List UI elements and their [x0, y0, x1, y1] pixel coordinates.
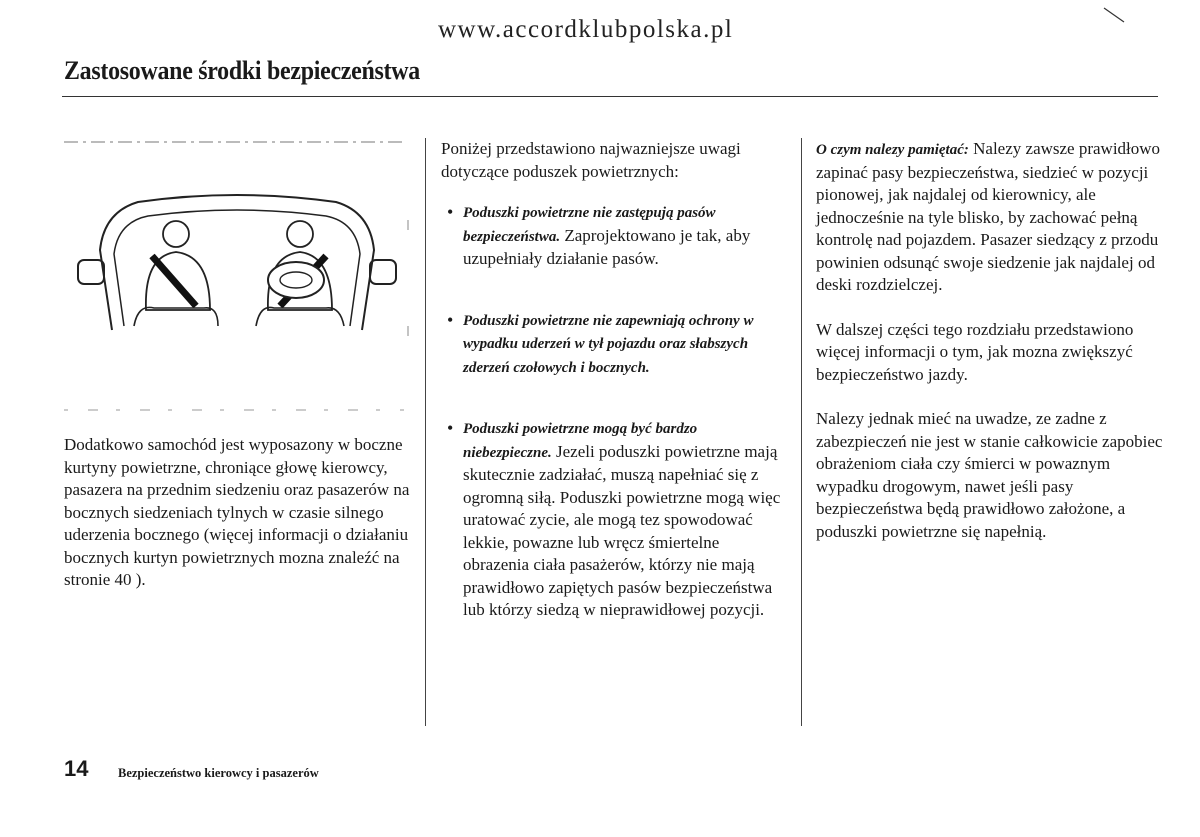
bullet-3-heading: Poduszki powietrzne mogą być bardzo niebezpieczne.	[463, 421, 698, 461]
reminder-lead: O czym nalezy pamiętać:	[816, 142, 969, 158]
bullet-2-heading: Poduszki powietrzne nie zapewniają ochrony w wypadku uderzeń w tył pojazdu oraz słabszych zderzeń czołowych i bocznych.	[463, 312, 754, 376]
page-number: 14	[64, 756, 89, 781]
column-divider-2	[801, 138, 802, 726]
column-middle	[441, 138, 786, 622]
seatbelt-airbag-illustration	[64, 130, 410, 420]
reminder-text: Nalezy zawsze prawidłowo zapinać pasy bezpieczeństwa, siedzieć w pozycji pionowej, jak najdalej od kierownicy, ale jednocześnie na tyle blisko, by zachować pełną kontrolę nad pojazdem. Pasazer siedzący z przodu powinien odsunąć swoje siedzenie jak najdalej od deski rozdzielczej.	[816, 139, 1161, 294]
side-curtain-paragraph: Dodatkowo samochód jest wyposazony w boczne kurtyny powietrzne, chroniące głowę kierowcy, pasazera na przednim siedzeniu oraz pasazerów na bocznych siedzeniach tylnych w czasie silnego uderzenia bocznego (więcej informacji o działaniu bocznych kurtyn powietrznych mozna znaleźć na stronie 40 ).	[64, 435, 410, 589]
column-right	[816, 138, 1166, 543]
watermark-url: www.accordklubpolska.pl	[438, 16, 734, 43]
bullet-3	[441, 417, 786, 622]
corner-stroke	[1100, 6, 1130, 26]
bullet-1	[441, 201, 786, 271]
reminder-paragraph	[816, 138, 1166, 297]
bullet-3-text: Jezeli poduszki powietrzne mają skutecznie zadziałać, muszą napełniać się z ogromną siłą. Poduszki powietrzne mogą więc uratować zycie, ale mogą tez spowodować lekkie, powazne lub wręcz śmiertelne obrazenia ciała pasażerów, którzy nie mają prawidłowo zapiętych pasów bezpieczeństwa lub którzy siedzą w nieprawidłowej pozycji.	[463, 441, 781, 619]
more-info-paragraph: W dalszej części tego rozdziału przedstawiono więcej informacji o tym, jak mozna zwiększyć bezpieczeństwo jazdy.	[816, 319, 1134, 384]
bullet-1-text: Zaprojektowano je tak, aby uzupełniały działanie pasów.	[463, 225, 751, 268]
bullet-1-heading: Poduszki powietrzne nie zastępują pasów bezpieczeństwa.	[463, 205, 716, 245]
intro-paragraph: Poniżej przedstawiono najwazniejsze uwagi dotyczące poduszek powietrznych:	[441, 139, 741, 181]
section-title: Bezpieczeństwo kierowcy i pasazerów	[118, 766, 319, 780]
page-title: Zastosowane środki bezpieczeństwa	[64, 56, 420, 85]
column-divider-1	[425, 138, 426, 726]
bullet-2	[441, 309, 786, 380]
title-divider	[62, 96, 1158, 97]
warning-paragraph: Nalezy jednak mieć na uwadze, ze zadne z zabezpieczeń nie jest w stanie całkowicie zapobiec obrażeniom ciała czy śmierci w powaznym wypadku drogowym, nawet jeśli pasy bezpieczeństwa będą prawidłowo założone, a poduszki powietrzne się napełnią.	[816, 409, 1163, 541]
